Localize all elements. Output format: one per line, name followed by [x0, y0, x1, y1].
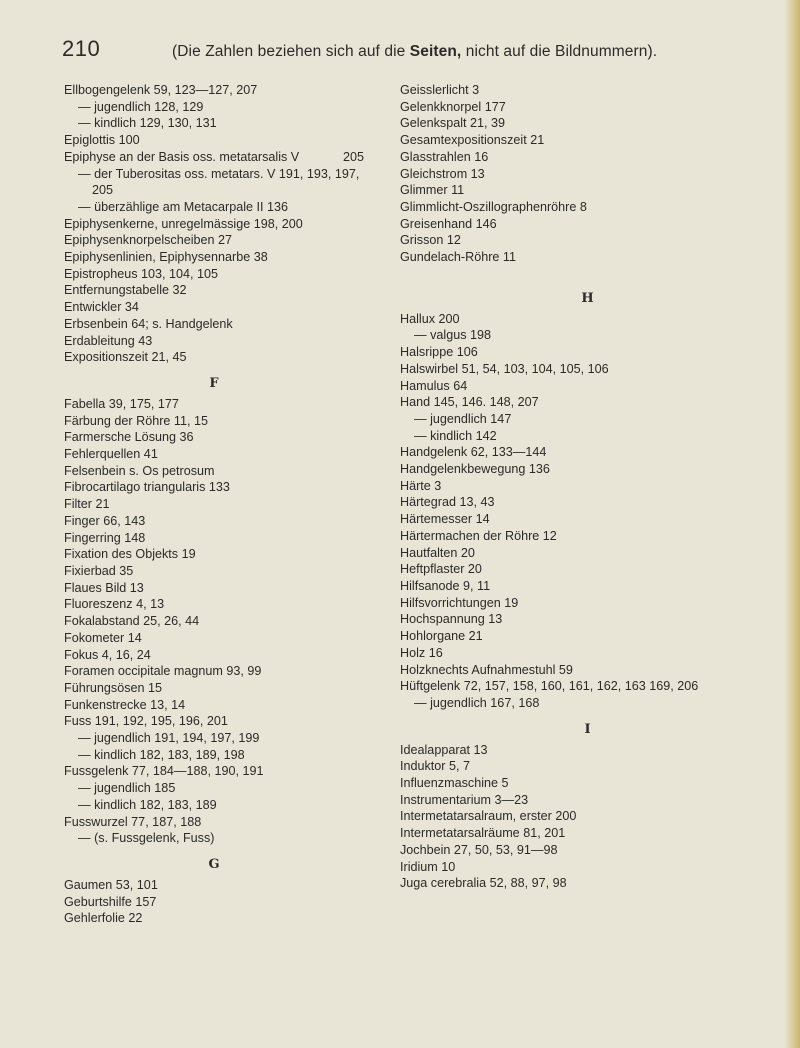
entry-text: Hamulus 64	[400, 378, 468, 393]
index-subentry	[400, 327, 775, 344]
entry-text: Erbsenbein 64; s. Handgelenk	[64, 316, 233, 331]
entry-text: Härtermachen der Röhre 12	[400, 528, 557, 543]
index-entry	[64, 596, 364, 613]
index-subentry	[64, 730, 364, 747]
index-entry	[64, 266, 364, 283]
index-entry	[400, 792, 775, 809]
entry-text: — jugendlich 128, 129	[78, 99, 204, 114]
entry-text: Hilfsvorrichtungen 19	[400, 595, 519, 610]
section-letter: I	[584, 721, 591, 737]
index-entry	[64, 216, 364, 233]
entry-text: Juga cerebralia 52, 88, 97, 98	[400, 876, 567, 891]
entry-text: Handgelenk 62, 133—144	[400, 445, 547, 460]
entry-text: Halswirbel 51, 54, 103, 104, 105, 106	[400, 361, 609, 376]
entry-text: Epiglottis 100	[64, 133, 140, 148]
entry-text: — jugendlich 185	[78, 781, 176, 796]
index-entry	[400, 561, 775, 578]
entry-text: — kindlich 142	[414, 428, 497, 443]
entry-text: Epiphysenknorpelscheiben 27	[64, 233, 233, 248]
entry-text: — jugendlich 167, 168	[414, 695, 540, 710]
index-entry	[64, 249, 364, 266]
entry-text: Induktor 5, 7	[400, 759, 471, 774]
index-entry	[64, 697, 364, 714]
entry-text: — jugendlich 147	[414, 411, 512, 426]
index-entry	[400, 758, 775, 775]
index-entry	[64, 149, 364, 166]
entry-text: Fixation des Objekts 19	[64, 547, 196, 562]
index-entry	[64, 763, 364, 780]
entry-text: Gesamtexpositionszeit 21	[400, 133, 545, 148]
page-edge-shadow	[784, 0, 800, 1048]
entry-text: Hochspannung 13	[400, 612, 503, 627]
entry-text: — der Tuberositas oss. metatars. V 191, 193, 197, 205	[78, 166, 360, 198]
entry-text: Flaues Bild 13	[64, 580, 144, 595]
index-entry	[64, 894, 364, 911]
entry-text: Fusswurzel 77, 187, 188	[64, 814, 202, 829]
index-entry	[64, 413, 364, 430]
index-subentry	[64, 199, 364, 216]
entry-text: Intermetatarsalraum, erster 200	[400, 809, 577, 824]
index-column-right	[400, 82, 775, 892]
index-entry	[400, 232, 775, 249]
index-entry	[64, 333, 364, 350]
index-entry	[64, 680, 364, 697]
section-letter: G	[208, 856, 220, 872]
index-entry	[64, 282, 364, 299]
index-entry	[64, 446, 364, 463]
index-entry	[400, 859, 775, 876]
entry-text: Holzknechts Aufnahmestuhl 59	[400, 662, 573, 677]
entry-text: Glimmlicht-Oszillographenröhre 8	[400, 199, 587, 214]
index-entry	[64, 546, 364, 563]
index-entry	[400, 775, 775, 792]
index-entry	[400, 645, 775, 662]
entry-text: Grisson 12	[400, 233, 461, 248]
entry-text: Heftpflaster 20	[400, 562, 482, 577]
entry-text: — kindlich 129, 130, 131	[78, 116, 217, 131]
index-entry	[64, 513, 364, 530]
index-entry	[400, 578, 775, 595]
header-note	[172, 43, 657, 61]
index-entry	[400, 378, 775, 395]
index-entry	[64, 496, 364, 513]
entry-text: Instrumentarium 3—23	[400, 792, 529, 807]
entry-text: Härte 3	[400, 478, 442, 493]
entry-text: Jochbein 27, 50, 53, 91—98	[400, 842, 558, 857]
entry-text: Finger 66, 143	[64, 513, 146, 528]
index-entry	[400, 166, 775, 183]
entry-text: — jugendlich 191, 194, 197, 199	[78, 731, 260, 746]
entry-text: Härtegrad 13, 43	[400, 495, 495, 510]
entry-text: Glasstrahlen 16	[400, 149, 489, 164]
entry-text: Gehlerfolie 22	[64, 911, 143, 926]
index-entry	[64, 429, 364, 446]
section-letter: H	[581, 290, 594, 306]
entry-text: Influenzmaschine 5	[400, 776, 509, 791]
entry-text: — valgus 198	[414, 328, 492, 343]
index-column-left	[64, 82, 364, 927]
index-entry	[64, 316, 364, 333]
index-entry	[400, 216, 775, 233]
entry-text: Epiphysenkerne, unregelmässige 198, 200	[64, 216, 303, 231]
index-entry	[400, 825, 775, 842]
index-entry	[64, 82, 364, 99]
header-note-strong: Seiten,	[409, 43, 462, 60]
index-entry	[400, 742, 775, 759]
entry-text: Felsenbein s. Os petrosum	[64, 463, 215, 478]
index-entry	[400, 628, 775, 645]
index-subentry	[64, 166, 364, 199]
entry-text: Fuss 191, 192, 195, 196, 201	[64, 714, 228, 729]
index-entry	[64, 877, 364, 894]
entry-text: Filter 21	[64, 497, 110, 512]
entry-text: Intermetatarsalräume 81, 201	[400, 826, 566, 841]
entry-text: Iridium 10	[400, 859, 456, 874]
index-subentry	[64, 99, 364, 116]
entry-text: — (s. Fussgelenk, Fuss)	[78, 831, 215, 846]
index-entry	[400, 82, 775, 99]
entry-text: Fokus 4, 16, 24	[64, 647, 151, 662]
entry-text: Erdableitung 43	[64, 333, 153, 348]
index-entry	[400, 662, 775, 679]
index-entry	[64, 530, 364, 547]
entry-text: Entfernungstabelle 32	[64, 283, 187, 298]
index-subentry	[400, 428, 775, 445]
entry-text: Halsrippe 106	[400, 345, 478, 360]
entry-text: Hautfalten 20	[400, 545, 475, 560]
entry-text: Hand 145, 146. 148, 207	[400, 395, 539, 410]
entry-page-ref: 205	[342, 149, 364, 164]
entry-text: Färbung der Röhre 11, 15	[64, 413, 208, 428]
index-subentry	[64, 115, 364, 132]
index-entry	[64, 563, 364, 580]
entry-text: Farmersche Lösung 36	[64, 430, 194, 445]
entry-text: Hallux 200	[400, 311, 460, 326]
index-entry	[400, 611, 775, 628]
index-entry	[400, 511, 775, 528]
index-entry	[400, 249, 775, 266]
index-entry	[400, 545, 775, 562]
entry-text: Epiphyse an der Basis oss. metatarsalis V	[64, 149, 300, 164]
entry-text: Gaumen 53, 101	[64, 877, 158, 892]
entry-text: Greisenhand 146	[400, 216, 497, 231]
header-note-after: nicht auf die Bildnummern).	[465, 43, 658, 60]
index-entry	[400, 115, 775, 132]
entry-text: Fehlerquellen 41	[64, 447, 158, 462]
header-note-before: (Die Zahlen beziehen sich auf die	[172, 43, 406, 60]
entry-text: Fokometer 14	[64, 630, 142, 645]
index-entry	[400, 808, 775, 825]
entry-text: Foramen occipitale magnum 93, 99	[64, 664, 262, 679]
entry-text: Epistropheus 103, 104, 105	[64, 266, 219, 281]
index-entry	[64, 463, 364, 480]
entry-text: Gleichstrom 13	[400, 166, 485, 181]
index-entry	[64, 910, 364, 927]
index-entry	[400, 595, 775, 612]
index-entry	[400, 842, 775, 859]
page-header	[62, 36, 762, 62]
entry-text: Fokalabstand 25, 26, 44	[64, 614, 200, 629]
entry-text: — kindlich 182, 183, 189, 198	[78, 747, 245, 762]
entry-text: Handgelenkbewegung 136	[400, 462, 550, 477]
index-entry	[400, 678, 775, 695]
entry-text: — überzählige am Metacarpale II 136	[78, 199, 289, 214]
index-entry	[400, 344, 775, 361]
index-subentry	[64, 747, 364, 764]
index-entry	[400, 199, 775, 216]
entry-text: Fussgelenk 77, 184—188, 190, 191	[64, 764, 264, 779]
entry-text: Führungsösen 15	[64, 680, 163, 695]
entry-text: Härtemesser 14	[400, 512, 490, 527]
index-entry	[64, 630, 364, 647]
entry-text: Fabella 39, 175, 177	[64, 396, 179, 411]
entry-text: Gundelach-Röhre 11	[400, 250, 516, 265]
index-entry	[64, 349, 364, 366]
entry-text: Glimmer 11	[400, 183, 465, 198]
index-subentry	[64, 830, 364, 847]
entry-text: Gelenkspalt 21, 39	[400, 116, 506, 131]
index-entry	[64, 647, 364, 664]
section-letter: F	[209, 375, 219, 391]
entry-text: Geisslerlicht 3	[400, 83, 480, 97]
entry-text: Entwickler 34	[64, 300, 139, 315]
entry-text: Fingerring 148	[64, 530, 146, 545]
entry-text: Fibrocartilago triangularis 133	[64, 480, 230, 495]
index-entry	[400, 394, 775, 411]
index-entry	[400, 528, 775, 545]
entry-text: Hüftgelenk 72, 157, 158, 160, 161, 162, 163 169, 206	[400, 679, 699, 694]
index-subentry	[400, 411, 775, 428]
entry-text: Funkenstrecke 13, 14	[64, 697, 186, 712]
entry-text: Hohlorgane 21	[400, 629, 483, 644]
index-subentry	[400, 695, 775, 712]
index-entry	[400, 182, 775, 199]
entry-text: Fluoreszenz 4, 13	[64, 597, 165, 612]
page-number: 210	[62, 36, 101, 61]
index-subentry	[64, 797, 364, 814]
index-entry	[400, 149, 775, 166]
entry-text: Fixierbad 35	[64, 563, 134, 578]
index-entry	[400, 494, 775, 511]
entry-text: Expositionszeit 21, 45	[64, 350, 187, 365]
entry-text: Ellbogengelenk 59, 123—127, 207	[64, 83, 258, 97]
entry-text: Geburtshilfe 157	[64, 894, 157, 909]
index-entry	[400, 875, 775, 892]
entry-text: Epiphysenlinien, Epiphysennarbe 38	[64, 250, 268, 265]
index-entry	[64, 613, 364, 630]
index-entry	[64, 580, 364, 597]
entry-text: Holz 16	[400, 645, 443, 660]
index-entry	[400, 361, 775, 378]
entry-text: Hilfsanode 9, 11	[400, 578, 491, 593]
index-entry	[400, 461, 775, 478]
index-entry	[64, 396, 364, 413]
index-entry	[64, 663, 364, 680]
index-entry	[64, 479, 364, 496]
index-entry	[64, 713, 364, 730]
index-entry	[400, 132, 775, 149]
index-entry	[64, 814, 364, 831]
entry-text: — kindlich 182, 183, 189	[78, 797, 217, 812]
entry-text: Idealapparat 13	[400, 742, 488, 757]
index-entry	[64, 299, 364, 316]
index-entry	[64, 132, 364, 149]
index-subentry	[64, 780, 364, 797]
index-entry	[64, 232, 364, 249]
index-entry	[400, 478, 775, 495]
index-entry	[400, 444, 775, 461]
entry-text: Gelenkknorpel 177	[400, 99, 506, 114]
index-entry	[400, 99, 775, 116]
index-entry	[400, 311, 775, 328]
